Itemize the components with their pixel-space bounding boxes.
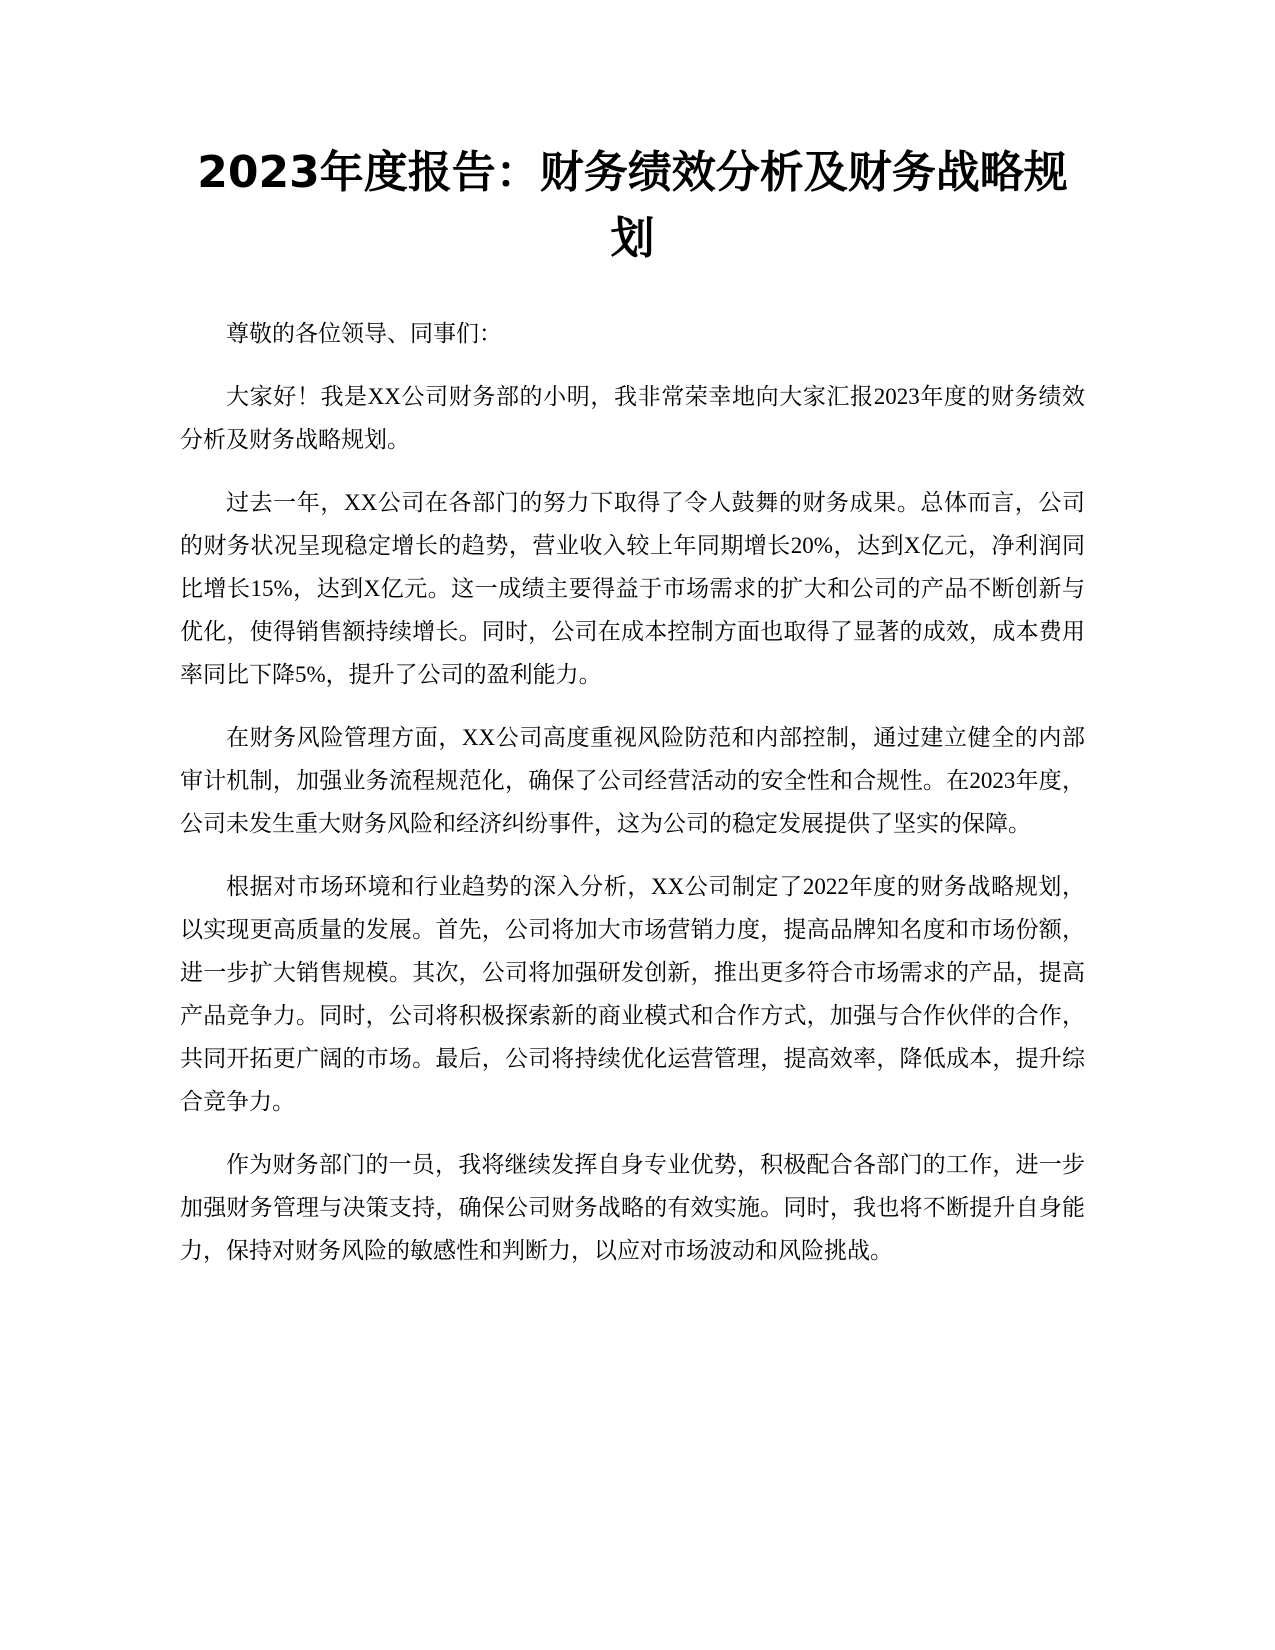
paragraph-risk-management: 在财务风险管理方面，XX公司高度重视风险防范和内部控制，通过建立健全的内部审计机制，加强业务流程规范化，确保了公司经营活动的安全性和合规性。在2023年度，公司未发生重大财务风险和经济纠纷事件，这为公司的稳定发展提供了坚实的保障。 xyxy=(180,725,1085,836)
paragraph-strategy: 根据对市场环境和行业趋势的深入分析，XX公司制定了2022年度的财务战略规划，以实现更高质量的发展。首先，公司将加大市场营销力度，提高品牌知名度和市场份额，进一步扩大销售规模。其次，公司将加强研发创新，推出更多符合市场需求的产品，提高产品竞争力。同时，公司将积极探索新的商业模式和合作方式，加强与合作伙伴的合作，共同开拓更广阔的市场。最后，公司将持续优化运营管理，提高效率，降低成本，提升综合竞争力。 xyxy=(180,874,1085,1114)
document-body xyxy=(180,312,1085,1292)
paragraph-closing: 作为财务部门的一员，我将继续发挥自身专业优势，积极配合各部门的工作，进一步加强财务管理与决策支持，确保公司财务战略的有效实施。同时，我也将不断提升自身能力，保持对财务风险的敏感性和判断力，以应对市场波动和风险挑战。 xyxy=(180,1152,1085,1263)
paragraph-greeting: 尊敬的各位领导、同事们： xyxy=(226,321,502,346)
document-title: 2023年度报告：财务绩效分析及财务战略规划 xyxy=(197,147,1068,264)
paragraph-performance: 过去一年，XX公司在各部门的努力下取得了令人鼓舞的财务成果。总体而言，公司的财务状况呈现稳定增长的趋势，营业收入较上年同期增长20%，达到X亿元，净利润同比增长15%，达到X亿元。这一成绩主要得益于市场需求的扩大和公司的产品不断创新与优化，使得销售额持续增长。同时，公司在成本控制方面也取得了显著的成效，成本费用率同比下降5%，提升了公司的盈利能力。 xyxy=(180,490,1085,687)
paragraph-intro: 大家好！我是XX公司财务部的小明，我非常荣幸地向大家汇报2023年度的财务绩效分析及财务战略规划。 xyxy=(180,384,1085,452)
